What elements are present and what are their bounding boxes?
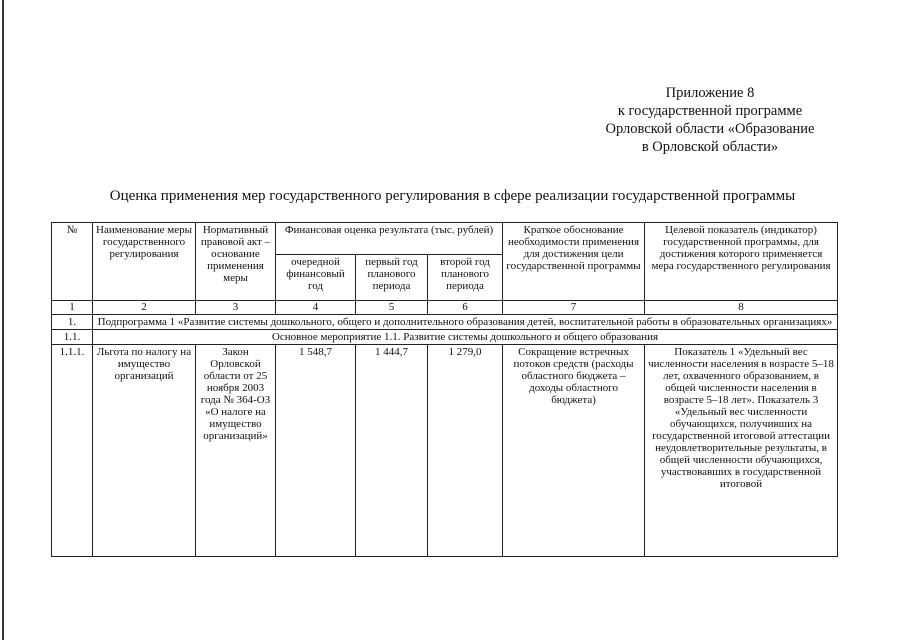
header-num: № bbox=[52, 223, 93, 301]
header-fiscal-year: очередной финансовый год bbox=[276, 255, 356, 301]
row-act: Закон Орловской области от 25 ноября 2003 года № 364-ОЗ «О налоге на имущество организаций» bbox=[196, 345, 276, 557]
appendix-line-1: Приложение 8 bbox=[665, 85, 755, 101]
regulation-table bbox=[51, 222, 838, 557]
row-plan-year-1-value: 1 444,7 bbox=[356, 345, 428, 557]
main-event-num: 1.1. bbox=[52, 330, 93, 345]
col-number-7: 7 bbox=[503, 301, 645, 315]
col-number-6: 6 bbox=[428, 301, 503, 315]
row-plan-year-2-value: 1 279,0 bbox=[428, 345, 503, 557]
appendix-line-3: Орловской области «Образование bbox=[605, 121, 815, 137]
col-number-1: 1 bbox=[52, 301, 93, 315]
appendix-line-4: в Орловской области» bbox=[641, 139, 779, 155]
header-rationale: Краткое обоснование необходимости применения для достижения цели государственной программы bbox=[503, 223, 645, 301]
row-num: 1.1.1. bbox=[52, 345, 93, 557]
header-plan-year-2: второй год планового периода bbox=[428, 255, 503, 301]
header-finance: Финансовая оценка результата (тыс. рублей) bbox=[276, 223, 503, 255]
subprogram-num: 1. bbox=[52, 315, 93, 330]
col-number-5: 5 bbox=[356, 301, 428, 315]
appendix-block bbox=[560, 84, 860, 156]
row-rationale: Сокращение встречных потоков средств (расходы областного бюджета – доходы областного бюджета) bbox=[503, 345, 645, 557]
col-number-2: 2 bbox=[93, 301, 196, 315]
header-indicator: Целевой показатель (индикатор) государственной программы, для достижения которого применяется мера государственного регулирования bbox=[645, 223, 838, 301]
header-act: Нормативный правовой акт – основание применения меры bbox=[196, 223, 276, 301]
header-measure: Наименование меры государственного регулирования bbox=[93, 223, 196, 301]
row-measure: Льгота по налогу на имущество организаций bbox=[93, 345, 196, 557]
header-plan-year-1: первый год планового периода bbox=[356, 255, 428, 301]
col-number-3: 3 bbox=[196, 301, 276, 315]
subprogram-text: Подпрограмма 1 «Развитие системы дошкольного, общего и дополнительного образования детей, воспитательной работы в образовательных организациях» bbox=[93, 315, 838, 330]
col-number-8: 8 bbox=[645, 301, 838, 315]
row-indicator: Показатель 1 «Удельный вес численности населения в возрасте 5–18 лет, охваченного образованием, в общей численности населения в возрасте 5–18 лет». Показатель 3 «Удельный вес численности обучающихся, получивших на государственной итоговой аттестации неудовлетворительные результаты, в общей численности обучающихся, участвовавших в государственной итоговой bbox=[645, 345, 838, 557]
main-event-text: Основное мероприятие 1.1. Развитие системы дошкольного и общего образования bbox=[93, 330, 838, 345]
document-title: Оценка применения мер государственного регулирования в сфере реализации государственной программы bbox=[109, 188, 796, 204]
col-number-4: 4 bbox=[276, 301, 356, 315]
row-fiscal-year-value: 1 548,7 bbox=[276, 345, 356, 557]
appendix-line-2: к государственной программе bbox=[617, 103, 803, 119]
page-edge-rule bbox=[2, 0, 4, 640]
